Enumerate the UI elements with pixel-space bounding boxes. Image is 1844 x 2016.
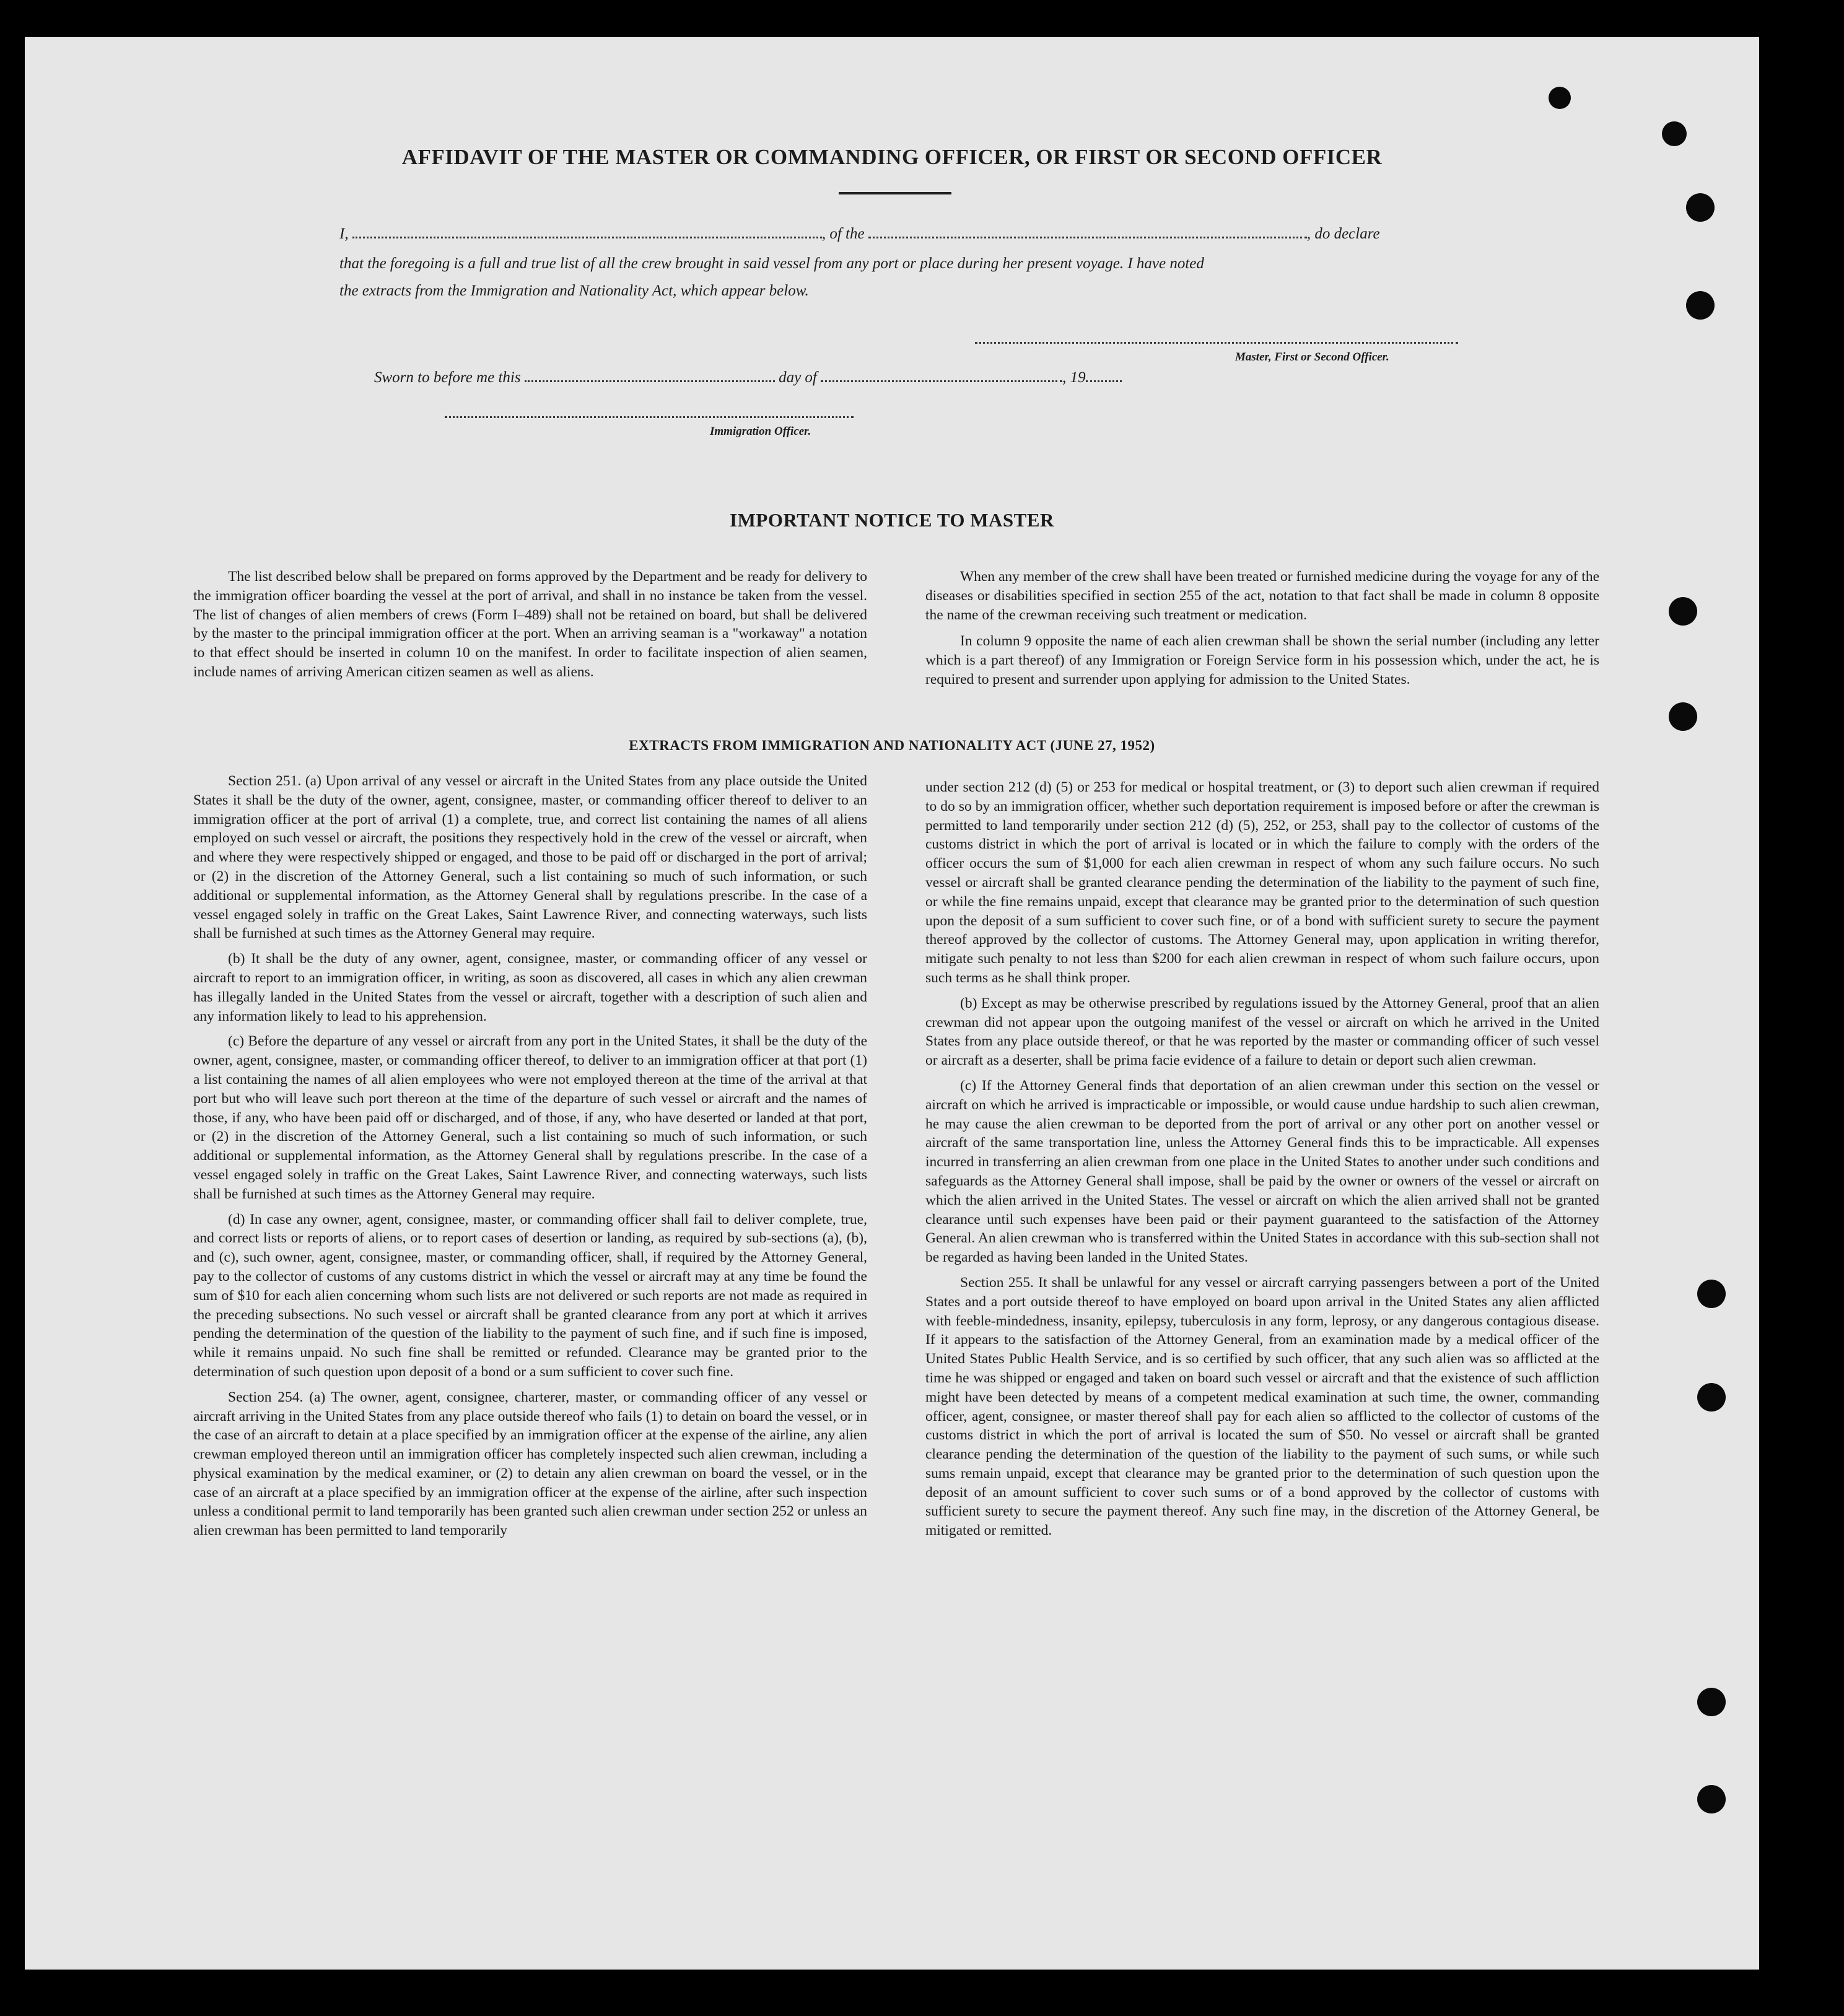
notice-paragraph: When any member of the crew shall have been treated or furnished medicine during the voyage for any of the diseases or disabilities specified in section 255 of the act, notation to that fact shall be made in column 8 opposite the name of the crewman receiving such treatment or medication. (925, 569, 1599, 623)
declaration-text: that the foregoing is a full and true list of all the crew brought in said vessel from any port or place during her present voyage. I have noted (339, 255, 1204, 272)
day-of-text: day of (779, 369, 817, 386)
extracts-left-column (193, 772, 867, 1547)
declaration-do-declare: , do declare (1306, 225, 1380, 242)
sworn-text: Sworn to before me this (374, 369, 521, 386)
statute-paragraph: (d) In case any owner, agent, consignee, master, or commanding officer shall fail to deliver complete, true, and correct lists or reports of aliens, or to report cases of desertion or landing, as required by sub-sections (a), (b), and (c), such owner, agent, consignee, master, or commanding officer, shall, if required by the Attorney General, pay to the collector of customs of any customs district in which the vessel or aircraft may at any time be found the sum of $10 for each alien concerning whom such lists are not delivered or such reports are not made as required in the preceding subsections. No such vessel or aircraft shall be granted clearance from any port at which it arrives pending the determination of the question of the liability to the payment of such fine, and if such fine is imposed, while it remains unpaid. No such fine shall be remitted or refunded. Clearance may be granted prior to the determination of such question upon deposit of a bond or a sum sufficient to cover such fine. (193, 1211, 867, 1380)
statute-paragraph: (c) Before the departure of any vessel or aircraft from any port in the United States, it shall be the duty of the owner, agent, consignee, master, or commanding officer thereof, to deliver to an immigration officer at that port (1) a list containing the names of all alien employees who were not employed thereon at the time of the arrival at that port but who will leave such port thereon at the time of the departure of such vessel or aircraft and the names of those, if any, who have been paid off or discharged, and of those, if any, who have deserted or landed at that port, or (2) in the discretion of the Attorney General, such a list containing so much of such information, or such additional or supplemental information, as the Attorney General shall by regulations prescribe. In the case of a vessel engaged solely in traffic on the Great Lakes, Saint Lawrence River, and connecting waterways, such lists shall be furnished at such times as the Attorney General may require. (193, 1033, 867, 1202)
statute-paragraph: (c) If the Attorney General finds that deportation of an alien crewman under this section on the vessel or aircraft on which he arrived is impracticable or impossible, or would cause undue hardship to such alien crewman, he may cause the alien crewman to be deported from the port of arrival or any other port on another vessel or aircraft of the same transportation line, unless the Attorney General finds this to be impracticable. All expenses incurred in transferring an alien crewman from one place in the United States to another under such conditions and safeguards as the Attorney General shall impose, shall be paid by the owner or owners of the vessel or aircraft on which the alien arrived in the United States. The vessel or aircraft on which the alien arrived shall not be granted clearance until such expenses have been paid or their payment guaranteed to the satisfaction of the Attorney General. An alien crewman who is transferred within the United States in accordance with this sub-section shall not be regarded as having been landed in the United States. (925, 1077, 1599, 1266)
immigration-officer-label: Immigration Officer. (710, 425, 811, 438)
notice-left-column (193, 567, 867, 689)
statute-paragraph: under section 212 (d) (5) or 253 for medical or hospital treatment, or (3) to deport such alien crewman if required to do so by an immigration officer, whether such deportation requirement is imposed before or after the crewman is permitted to land temporarily under section 212 (d) (5), 252, or 253, shall pay to the collector of customs of the customs district in which the port of arrival is located or in which the failure to comply with the orders of the officer occurs the sum of $1,000 for each alien crewman in respect of whom any such failure occurs. No such vessel or aircraft shall be granted clearance pending the determination of the liability to the payment of such fine, or while the fine remains unpaid, except that clearance may be granted prior to the determination of such question upon the deposit of a sum sufficient to cover such fine, or of a bond with sufficient surety to secure the payment thereof approved by the collector of customs. The Attorney General may, upon application in writing therefor, mitigate such penalty to not less than $200 for each alien crewman in respect of whom such failure occurs, upon such terms as he shall think proper. (925, 779, 1599, 986)
punch-hole (1697, 1280, 1726, 1308)
punch-hole (1697, 1383, 1726, 1412)
declaration-of-the: , of the (821, 225, 865, 242)
statute-paragraph: (b) Except as may be otherwise prescribed by regulations issued by the Attorney General, proof that an alien crewman did not appear upon the outgoing manifest of the vessel or aircraft on which he arrived in the United States from any place outside thereof, or that he was reported by the master or commanding officer of such vessel or aircraft as a deserter, shall be prima facie evidence of a failure to detain or deport such alien crewman. (925, 995, 1599, 1069)
immigration-officer-signature-line[interactable] (445, 416, 854, 418)
punch-hole (1549, 87, 1571, 109)
punch-hole (1669, 702, 1697, 731)
punch-hole (1669, 597, 1697, 626)
declaration-i: I, (339, 225, 349, 242)
statute-paragraph: Section 251. (a) Upon arrival of any vessel or aircraft in the United States from any place outside the United States it shall be the duty of the owner, agent, consignee, master, or commanding officer thereof to deliver to an immigration officer at the port of arrival (1) a complete, true, and correct list containing the names of all aliens employed on such vessel or aircraft, the positions they respectively hold in the crew of the vessel or aircraft, when and where they were respectively shipped or engaged, and those to be paid off or discharged in the port of arrival; or (2) in the discretion of the Attorney General, such a list containing so much of such information, or such additional or supplemental information, as the Attorney General shall by regulations prescribe. In the case of a vessel engaged solely in traffic on the Great Lakes, Saint Lawrence River, and connecting waterways, such lists shall be furnished at such times as the Attorney General may require. (193, 773, 867, 942)
affidavit-title: AFFIDAVIT OF THE MASTER OR COMMANDING OFFICER, OR FIRST OR SECOND OFFICER (401, 145, 1383, 169)
punch-hole (1686, 291, 1715, 320)
extracts-title: EXTRACTS FROM IMMIGRATION AND NATIONALITY ACT (JUNE 27, 1952) (629, 738, 1155, 753)
punch-hole (1697, 1688, 1726, 1716)
punch-hole (1686, 193, 1715, 222)
notice-paragraph: The list described below shall be prepared on forms approved by the Department and be ready for delivery to the immigration officer boarding the vessel at the port of arrival, and shall in no instance be taken from the vessel. The list of changes of alien members of crews (Form I–489) shall not be retained on board, but shall be delivered by the master to the principal immigration officer at the port. When an arriving seaman is a "workaway" a notation to that effect should be inserted in column 10 on the manifest. In order to facilitate inspection of alien seamen, include names of arriving American citizen seamen as well as aliens. (193, 569, 867, 680)
vessel-field[interactable] (868, 227, 1307, 238)
punch-hole (1662, 121, 1687, 146)
declaration-line (339, 225, 1454, 243)
statute-paragraph: Section 254. (a) The owner, agent, consignee, charterer, master, or commanding officer of any vessel or aircraft arriving in the United States from any place outside thereof who fails (1) to detain on board the vessel, or in the case of an aircraft to detain at a place specified by an immigration officer at the expense of the airline, any alien crewman employed thereon until an immigration officer has completely inspected such alien crewman, including a physical examination by the medical examiner, or (2) to detain any alien crewman on board the vessel, or in the case of an aircraft at a place specified by an immigration officer at the expense of the airline, after such inspection unless a conditional permit to land temporarily has been granted such alien crewman under section 252 or unless an alien crewman has been permitted to land temporarily (193, 1389, 867, 1539)
sworn-day-field[interactable] (525, 371, 775, 382)
year-text: , 19 (1062, 369, 1086, 386)
notice-title: IMPORTANT NOTICE TO MASTER (730, 509, 1054, 531)
statute-paragraph: Section 255. It shall be unlawful for any vessel or aircraft carrying passengers between a port of the United States and a port outside thereof to have employed on board upon arrival in the United States any alien afflicted with feeble-mindedness, insanity, epilepsy, tuberculosis in any form, leprosy, or any dangerous contagious disease. If it appears to the satisfaction of the Attorney General, from an examination made by a medical officer of the United States Public Health Service, and is so certified by such officer, that any such alien was so afflicted at the time he was shipped or engaged and taken on board such vessel or aircraft and that the existence of such affliction might have been detected by means of a competent medical examination at such time, the owner, commanding officer, agent, consignee, or master thereof shall pay for each alien so afflicted to the collector of customs of the customs district in which the port of arrival is located the sum of $50. No vessel or aircraft shall be granted clearance pending the determination of the question of the liability to the payment of such sums, or while such sums remain unpaid, except that clearance may be granted prior to the determination of such question upon the deposit of an amount sufficient to cover such sums or of a bond approved by the collector of customs with sufficient surety to secure the payment thereof. Any such fine may, in the discretion of the Attorney General, be mitigated or remitted. (925, 1274, 1599, 1539)
master-signature-label: Master, First or Second Officer. (1235, 351, 1389, 364)
declaration-text-2: the extracts from the Immigration and Nationality Act, which appear below. (339, 282, 809, 299)
notice-right-column (925, 567, 1599, 697)
name-field[interactable] (352, 227, 822, 238)
sworn-month-field[interactable] (821, 371, 1062, 382)
title-divider (839, 192, 951, 194)
notice-paragraph: In column 9 opposite the name of each alien crewman shall be shown the serial number (including any letter which is a part thereof) of any Immigration or Foreign Service form in his possession which, under the act, he is required to present and surrender upon applying for admission to the United States. (925, 633, 1599, 687)
extracts-right-column (925, 778, 1599, 1547)
master-signature-line[interactable] (975, 342, 1458, 344)
punch-hole (1697, 1785, 1726, 1813)
sworn-year-field[interactable] (1086, 371, 1122, 382)
statute-paragraph: (b) It shall be the duty of any owner, agent, consignee, master, or commanding officer of any vessel or aircraft to report to an immigration officer, in writing, as soon as discovered, all cases in which any alien crewman has illegally landed in the United States from the vessel or aircraft, together with a description of such alien and any information likely to lead to his apprehension. (193, 951, 867, 1024)
sworn-line (374, 369, 1241, 386)
